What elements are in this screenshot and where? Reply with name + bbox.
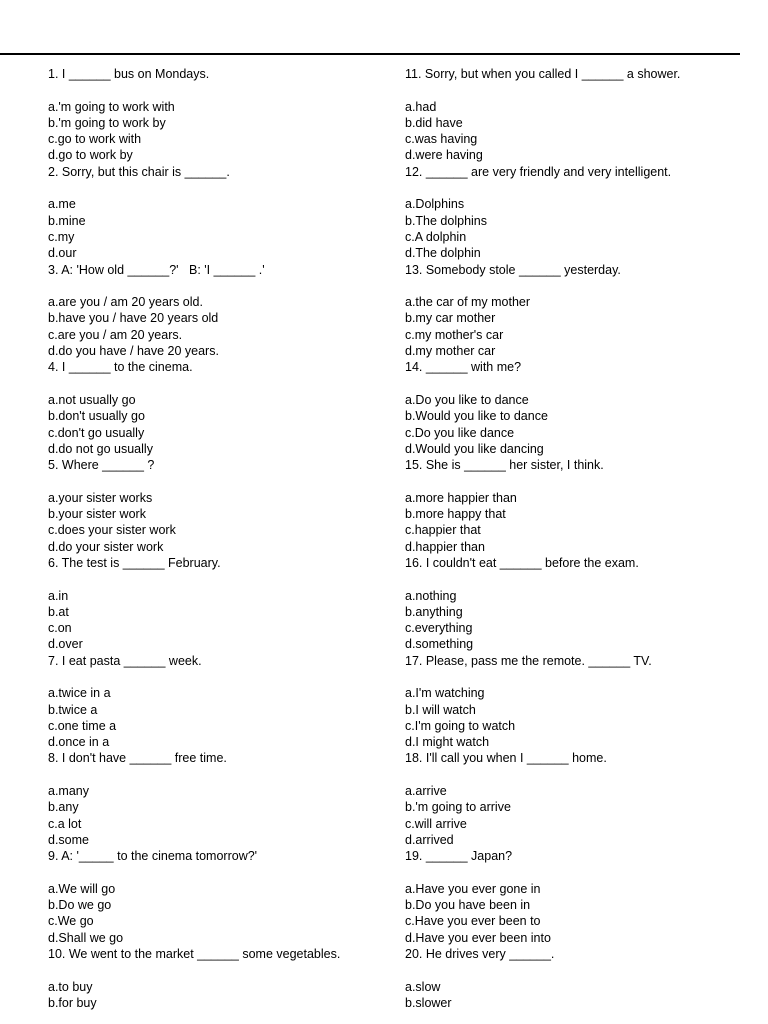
question-block: [405, 848, 745, 946]
answer-option: c.was having: [405, 132, 478, 147]
question-text: 7. I eat pasta ______ week.: [48, 653, 202, 668]
answer-option: a.twice in a: [48, 686, 111, 701]
question-block: [405, 164, 745, 262]
answer-option: d.happier than: [405, 539, 485, 554]
answer-option: d.something: [405, 637, 474, 652]
question-block: [405, 66, 745, 164]
answer-option: c.on: [48, 621, 72, 636]
question-text: 5. Where ______ ?: [48, 458, 155, 473]
answer-option: c.everything: [405, 621, 473, 636]
answer-option: c.my mother's car: [405, 327, 504, 342]
answer-option: b.anything: [405, 604, 463, 619]
answer-option: b.'m going to arrive: [405, 800, 511, 815]
answer-option: d.do your sister work: [48, 539, 164, 554]
question-text: 15. She is ______ her sister, I think.: [405, 458, 604, 473]
answer-option: a.arrive: [405, 784, 447, 799]
answer-option: b.my car mother: [405, 311, 496, 326]
question-text: 2. Sorry, but this chair is ______.: [48, 164, 230, 179]
answer-option: d.were having: [405, 148, 483, 163]
answer-option: d.go to work by: [48, 148, 133, 163]
question-block: [405, 750, 745, 848]
answer-option: b.Do we go: [48, 898, 112, 913]
answer-option: b.Would you like to dance: [405, 409, 548, 424]
question-block: [48, 946, 388, 1011]
answer-option: c.don't go usually: [48, 425, 145, 440]
answer-option: c.are you / am 20 years.: [48, 327, 183, 342]
answer-option: b.mine: [48, 213, 86, 228]
answer-option: a.Do you like to dance: [405, 392, 529, 407]
answer-option: b.I will watch: [405, 702, 476, 717]
question-text: 8. I don't have ______ free time.: [48, 751, 227, 766]
answer-option: c.happier that: [405, 523, 481, 538]
answer-option: d.I might watch: [405, 735, 490, 750]
question-text: 6. The test is ______ February.: [48, 555, 221, 570]
question-block: [48, 653, 388, 751]
answer-option: d.arrived: [405, 832, 454, 847]
top-divider-line: [0, 53, 740, 55]
question-text: 14. ______ with me?: [405, 360, 522, 375]
question-block: [405, 457, 745, 555]
answer-option: b.twice a: [48, 702, 98, 717]
question-block: [405, 946, 745, 1011]
answer-option: d.do not go usually: [48, 441, 153, 456]
question-block: [405, 653, 745, 751]
question-block: [48, 164, 388, 262]
answer-option: c.my: [48, 229, 75, 244]
question-text: 17. Please, pass me the remote. ______ TV.: [405, 653, 652, 668]
answer-option: b.at: [48, 604, 69, 619]
answer-option: c.We go: [48, 914, 94, 929]
question-block: [405, 262, 745, 360]
answer-option: a.your sister works: [48, 490, 153, 505]
answer-option: a.not usually go: [48, 392, 136, 407]
question-text: 18. I'll call you when I ______ home.: [405, 751, 607, 766]
answer-option: c.Have you ever been to: [405, 914, 541, 929]
answer-option: c.go to work with: [48, 132, 142, 147]
answer-option: a.me: [48, 197, 76, 212]
answer-option: d.Shall we go: [48, 930, 124, 945]
answer-option: a.had: [405, 99, 437, 114]
answer-option: d.The dolphin: [405, 246, 481, 261]
answer-option: c.a lot: [48, 816, 82, 831]
question-block: [48, 359, 388, 457]
answer-option: b.slower: [405, 995, 452, 1010]
answer-option: b.did have: [405, 115, 463, 130]
question-block: [48, 555, 388, 653]
answer-option: b.don't usually go: [48, 409, 145, 424]
answer-option: a.nothing: [405, 588, 457, 603]
answer-option: b.The dolphins: [405, 213, 488, 228]
answer-option: d.once in a: [48, 735, 110, 750]
question-text: 10. We went to the market ______ some vegetables.: [48, 947, 341, 962]
answer-option: a.are you / am 20 years old.: [48, 295, 203, 310]
question-block: [405, 555, 745, 653]
answer-option: a.to buy: [48, 979, 93, 994]
question-text: 3. A: 'How old ______?' B: 'I ______ .': [48, 262, 265, 277]
question-text: 9. A: '_____ to the cinema tomorrow?': [48, 849, 258, 864]
answer-option: a.the car of my mother: [405, 295, 531, 310]
answer-option: b.for buy: [48, 995, 97, 1010]
answer-option: a.Have you ever gone in: [405, 881, 541, 896]
answer-option: b.any: [48, 800, 79, 815]
answer-option: d.some: [48, 832, 89, 847]
answer-option: c.I'm going to watch: [405, 718, 516, 733]
question-block: [48, 66, 388, 164]
question-text: 12. ______ are very friendly and very intelligent.: [405, 164, 672, 179]
left-question-column: [48, 66, 388, 1011]
question-block: [48, 750, 388, 848]
question-text: 4. I ______ to the cinema.: [48, 360, 193, 375]
question-block: [48, 262, 388, 360]
answer-option: b.'m going to work by: [48, 115, 166, 130]
answer-option: a.Dolphins: [405, 197, 465, 212]
answer-option: a.I'm watching: [405, 686, 485, 701]
answer-option: b.your sister work: [48, 507, 146, 522]
answer-option: d.Have you ever been into: [405, 930, 551, 945]
answer-option: d.do you have / have 20 years.: [48, 344, 219, 359]
question-block: [48, 848, 388, 946]
question-text: 20. He drives very ______.: [405, 947, 555, 962]
answer-option: c.does your sister work: [48, 523, 176, 538]
answer-option: b.Do you have been in: [405, 898, 531, 913]
answer-option: a.'m going to work with: [48, 99, 175, 114]
answer-option: d.our: [48, 246, 77, 261]
question-text: 19. ______ Japan?: [405, 849, 513, 864]
answer-option: a.slow: [405, 979, 441, 994]
question-text: 13. Somebody stole ______ yesterday.: [405, 262, 621, 277]
answer-option: b.more happy that: [405, 507, 506, 522]
right-question-column: [405, 66, 745, 1011]
answer-option: d.my mother car: [405, 344, 496, 359]
answer-option: b.have you / have 20 years old: [48, 311, 219, 326]
answer-option: a.more happier than: [405, 490, 517, 505]
answer-option: c.one time a: [48, 718, 117, 733]
question-text: 16. I couldn't eat ______ before the exam.: [405, 555, 639, 570]
answer-option: c.will arrive: [405, 816, 467, 831]
question-text: 11. Sorry, but when you called I ______ a shower.: [405, 67, 681, 81]
question-block: [405, 359, 745, 457]
answer-option: d.over: [48, 637, 83, 652]
answer-option: a.in: [48, 588, 69, 603]
answer-option: a.We will go: [48, 881, 116, 896]
answer-option: c.A dolphin: [405, 229, 467, 244]
answer-option: a.many: [48, 784, 89, 799]
question-text: 1. I ______ bus on Mondays.: [48, 67, 210, 81]
answer-option: d.Would you like dancing: [405, 441, 544, 456]
question-block: [48, 457, 388, 555]
answer-option: c.Do you like dance: [405, 425, 515, 440]
